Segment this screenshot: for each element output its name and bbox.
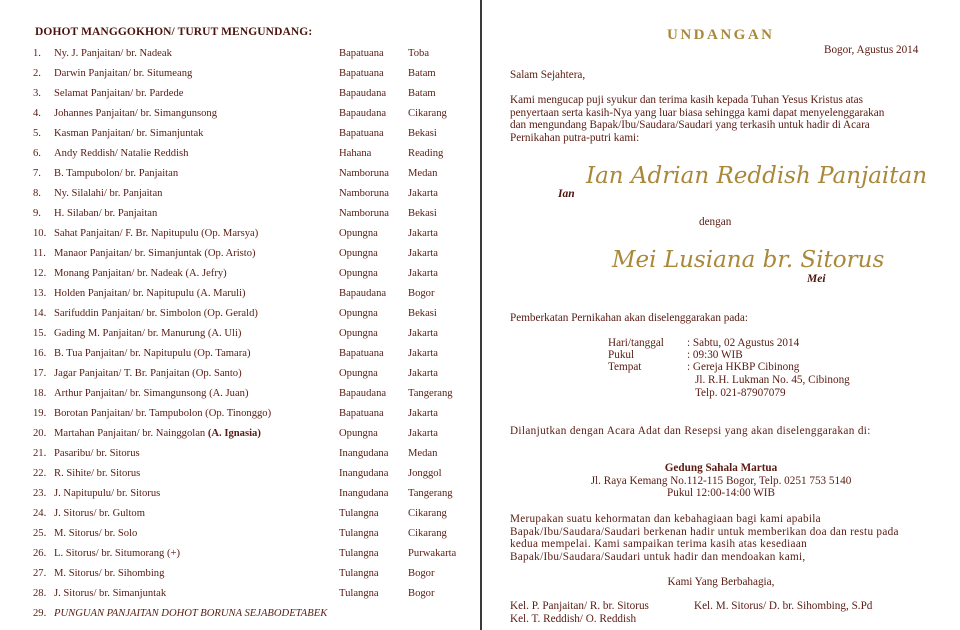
guest-name-bold: (A. Ignasia) xyxy=(207,428,261,439)
guest-name-text: Sarifuddin Panjaitan/ br. Simbolon (Op. Gerald) xyxy=(54,308,258,319)
guest-name xyxy=(54,267,227,281)
guest-row xyxy=(0,87,480,107)
guest-name-text: R. Sihite/ br. Sitorus xyxy=(54,468,141,479)
guest-name-text: M. Sitorus/ br. Solo xyxy=(54,528,138,539)
guest-name xyxy=(54,367,242,381)
guest-row xyxy=(0,207,480,227)
guest-number: 13. xyxy=(33,288,47,299)
closing-line: Merupakan suatu kehormatan dan kebahagiaan bagi kami apabila xyxy=(510,513,821,525)
guest-relation: Tulangna xyxy=(339,528,379,539)
guest-relation: Opungna xyxy=(339,428,378,439)
guest-number: 28. xyxy=(33,588,47,599)
guest-name-text: B. Tua Panjaitan/ br. Napitupulu (Op. Tamara) xyxy=(54,348,251,359)
guest-row xyxy=(0,587,480,607)
guest-relation: Namboruna xyxy=(339,188,390,199)
guest-relation: Tulangna xyxy=(339,568,379,579)
guest-name-text: Johannes Panjaitan/ br. Simangunsong xyxy=(54,108,218,119)
guest-row xyxy=(0,607,480,627)
intro-line: dan mengundang Bapak/Ibu/Saudara/Saudari yang terkasih untuk hadir di Acara xyxy=(510,119,870,132)
guest-name xyxy=(54,247,256,261)
guest-number: 14. xyxy=(33,308,47,319)
guest-row xyxy=(0,187,480,207)
guest-name xyxy=(54,407,271,421)
guest-city: Reading xyxy=(408,148,444,159)
detail-label-time: Pukul xyxy=(608,349,635,361)
closing-paragraph xyxy=(510,513,958,563)
guest-name xyxy=(54,427,261,441)
detail-value-date: : Sabtu, 02 Agustus 2014 xyxy=(687,337,800,349)
guest-row xyxy=(0,167,480,187)
guest-city: Jakarta xyxy=(408,328,438,339)
guest-city: Batam xyxy=(408,68,436,79)
guest-relation: Namboruna xyxy=(339,168,390,179)
guest-city: Jakarta xyxy=(408,428,438,439)
guest-relation: Bapaudana xyxy=(339,88,387,99)
guest-city: Bekasi xyxy=(408,308,437,319)
guest-name xyxy=(54,227,258,241)
guest-name xyxy=(54,547,180,561)
guest-name-text: L. Sitorus/ br. Situmorang (+) xyxy=(54,548,181,559)
greeting: Salam Sejahtera, xyxy=(510,69,586,81)
guest-relation: Hahana xyxy=(339,148,372,159)
guest-relation: Bapatuana xyxy=(339,348,384,359)
guest-number: 26. xyxy=(33,548,47,559)
guest-relation: Namboruna xyxy=(339,208,390,219)
guest-city: Tangerang xyxy=(408,488,453,499)
guest-number: 19. xyxy=(33,408,47,419)
intro-line: Kami mengucap puji syukur dan terima kasih kepada Tuhan Yesus Kristus atas xyxy=(510,94,863,106)
guest-city: Jakarta xyxy=(408,228,438,239)
guest-number: 7. xyxy=(33,168,41,179)
guest-number: 16. xyxy=(33,348,47,359)
guest-row xyxy=(0,67,480,87)
guest-row xyxy=(0,447,480,467)
guest-row xyxy=(0,367,480,387)
church-phone: Telp. 021-87907079 xyxy=(695,387,786,399)
guest-name xyxy=(54,387,249,401)
guest-relation: Opungna xyxy=(339,368,378,379)
guest-relation: Tulangna xyxy=(339,548,379,559)
guest-row xyxy=(0,47,480,67)
guest-relation: Opungna xyxy=(339,308,378,319)
guest-row xyxy=(0,527,480,547)
guest-city: Jakarta xyxy=(408,248,438,259)
guest-relation: Bapaudana xyxy=(339,108,387,119)
guest-name xyxy=(54,447,140,461)
guest-row xyxy=(0,247,480,267)
guest-number: 5. xyxy=(33,128,41,139)
guest-name-text: M. Sitorus/ br. Sihombing xyxy=(54,568,165,579)
guest-name-text: Gading M. Panjaitan/ br. Manurung (A. Uli) xyxy=(54,328,242,339)
guest-relation: Inangudana xyxy=(339,448,389,459)
guest-name-text: Kasman Panjaitan/ br. Simanjuntak xyxy=(54,128,204,139)
guest-city: Bekasi xyxy=(408,128,437,139)
guest-number: 29. xyxy=(33,608,47,619)
guest-number: 24. xyxy=(33,508,47,519)
guest-city: Bekasi xyxy=(408,208,437,219)
guest-name xyxy=(54,87,183,101)
guest-relation: Bapatuana xyxy=(339,128,384,139)
guest-row xyxy=(0,227,480,247)
detail-label-place: Tempat xyxy=(608,361,642,373)
guest-city: Cikarang xyxy=(408,108,447,119)
guest-city: Medan xyxy=(408,448,438,459)
groom-name: Ian Adrian Reddish Panjaitan xyxy=(586,163,928,189)
guest-relation: Inangudana xyxy=(339,468,389,479)
guest-number: 2. xyxy=(33,68,41,79)
venue-name: Gedung Sahala Martua xyxy=(664,462,778,474)
guest-row xyxy=(0,147,480,167)
guest-relation: Opungna xyxy=(339,228,378,239)
guest-name xyxy=(54,307,258,321)
guest-city: Cikarang xyxy=(408,508,447,519)
guest-number: 3. xyxy=(33,88,41,99)
signoff: Kami Yang Berbahagia, xyxy=(667,576,775,588)
intro-paragraph xyxy=(510,94,958,144)
guest-list-title: DOHOT MANGGOKHON/ TURUT MENGUNDANG: xyxy=(35,26,313,38)
church-address: Jl. R.H. Lukman No. 45, Cibinong xyxy=(695,374,850,386)
guest-name xyxy=(54,607,327,621)
guest-name xyxy=(54,167,178,181)
guest-number: 6. xyxy=(33,148,41,159)
guest-city: Bogor xyxy=(408,288,435,299)
guest-city: Purwakarta xyxy=(408,548,457,559)
guest-number: 8. xyxy=(33,188,41,199)
venue-address: Jl. Raya Kemang No.112-115 Bogor, Telp. 0251 753 5140 xyxy=(590,475,852,487)
guest-row xyxy=(0,107,480,127)
guest-name xyxy=(54,67,192,81)
guest-row xyxy=(0,547,480,567)
intro-line: Pernikahan putra-putri kami: xyxy=(510,131,640,144)
guest-city: Medan xyxy=(408,168,438,179)
guest-row xyxy=(0,387,480,407)
guest-city: Bogor xyxy=(408,588,435,599)
guest-relation: Inangudana xyxy=(339,488,389,499)
guest-name-text: Monang Panjaitan/ br. Nadeak (A. Jefry) xyxy=(54,268,227,279)
invitation-page xyxy=(482,0,960,630)
bride-name: Mei Lusiana br. Sitorus xyxy=(612,247,885,273)
guest-city: Jonggol xyxy=(408,468,442,479)
guest-name xyxy=(54,467,140,481)
guest-row xyxy=(0,567,480,587)
detail-value-place: : Gereja HKBP Cibinong xyxy=(687,361,800,373)
guest-number: 23. xyxy=(33,488,47,499)
guest-city: Toba xyxy=(408,48,430,59)
guest-name-text: Ny. Silalahi/ br. Panjaitan xyxy=(54,188,163,199)
guest-name-text: J. Sitorus/ br. Simanjuntak xyxy=(54,588,167,599)
family-groom: Kel. P. Panjaitan/ R. br. Sitorus xyxy=(510,600,649,612)
guest-name xyxy=(54,527,137,541)
guest-row xyxy=(0,327,480,347)
guest-name-text: Martahan Panjaitan/ br. Nainggolan xyxy=(54,428,208,439)
detail-label-date: Hari/tanggal xyxy=(608,337,664,349)
guest-name xyxy=(54,107,217,121)
guest-city: Batam xyxy=(408,88,436,99)
closing-line: Bapak/Ibu/Saudara/Saudari berkenan hadir untuk memberikan doa dan restu pada xyxy=(510,525,899,538)
guest-name xyxy=(54,587,166,601)
guest-row xyxy=(0,267,480,287)
guest-number: 1. xyxy=(33,48,41,59)
guest-name-text: B. Tampubolon/ br. Panjaitan xyxy=(54,168,179,179)
guest-name-text: Andy Reddish/ Natalie Reddish xyxy=(54,148,189,159)
guest-row xyxy=(0,287,480,307)
guest-city: Jakarta xyxy=(408,188,438,199)
guest-name-text: H. Silaban/ br. Panjaitan xyxy=(54,208,158,219)
guest-name xyxy=(54,127,203,141)
connector-text: dengan xyxy=(699,216,732,228)
groom-nickname: Ian xyxy=(558,188,575,200)
family-reddish: Kel. T. Reddish/ O. Reddish xyxy=(510,613,637,625)
guest-name-text: Pasaribu/ br. Sitorus xyxy=(54,448,140,459)
guest-name-text: Sahat Panjaitan/ F. Br. Napitupulu (Op. Marsya) xyxy=(54,228,259,239)
guest-name-text: Ny. J. Panjaitan/ br. Nadeak xyxy=(54,48,172,59)
guest-city: Jakarta xyxy=(408,268,438,279)
guest-name xyxy=(54,147,188,161)
guest-city: Jakarta xyxy=(408,368,438,379)
guest-row xyxy=(0,427,480,447)
guest-name xyxy=(54,567,164,581)
guest-number: 17. xyxy=(33,368,47,379)
guest-number: 21. xyxy=(33,448,47,459)
guest-number: 27. xyxy=(33,568,47,579)
guest-city: Jakarta xyxy=(408,348,438,359)
ceremony-intro: Pemberkatan Pernikahan akan diselenggarakan pada: xyxy=(510,312,748,324)
guest-name-text: Jagar Panjaitan/ T. Br. Panjaitan (Op. Santo) xyxy=(54,368,242,379)
guest-row xyxy=(0,487,480,507)
guest-relation: Opungna xyxy=(339,248,378,259)
guest-number: 18. xyxy=(33,388,47,399)
guest-row xyxy=(0,307,480,327)
guest-name-text: Selamat Panjaitan/ br. Pardede xyxy=(54,88,184,99)
guest-city: Jakarta xyxy=(408,408,438,419)
invitation-heading: UNDANGAN xyxy=(667,27,775,43)
guest-row xyxy=(0,507,480,527)
guest-row xyxy=(0,467,480,487)
guest-name xyxy=(54,287,246,301)
guest-name xyxy=(54,347,251,361)
venue-time: Pukul 12:00-14:00 WIB xyxy=(667,487,775,499)
guest-name-text: Manaor Panjaitan/ br. Simanjuntak (Op. Aristo) xyxy=(54,248,256,259)
guest-name xyxy=(54,327,241,341)
closing-line: Bapak/Ibu/Saudara/Saudari untuk hadir dan mendoakan kami, xyxy=(510,550,806,563)
detail-value-time: : 09:30 WIB xyxy=(687,349,743,361)
family-bride: Kel. M. Sitorus/ D. br. Sihombing, S.Pd xyxy=(694,600,873,612)
intro-line: penyertaan serta kasih-Nya yang luar biasa sehingga kami dapat menyelenggarakan xyxy=(510,106,885,119)
guest-name-text: Darwin Panjaitan/ br. Situmeang xyxy=(54,68,193,79)
guest-name-text: Arthur Panjaitan/ br. Simangunsong (A. Juan) xyxy=(54,388,249,399)
reception-intro: Dilanjutkan dengan Acara Adat dan Resepsi yang akan diselenggarakan di: xyxy=(510,425,871,437)
guest-name xyxy=(54,47,172,61)
guest-relation: Tulangna xyxy=(339,508,379,519)
guest-name-text: J. Napitupulu/ br. Sitorus xyxy=(54,488,161,499)
guest-name xyxy=(54,207,157,221)
guest-name-text: PUNGUAN PANJAITAN DOHOT BORUNA SEJABODETABEK xyxy=(54,608,328,619)
guest-number: 20. xyxy=(33,428,47,439)
guest-number: 4. xyxy=(33,108,41,119)
guest-relation: Bapaudana xyxy=(339,388,387,399)
date-place: Bogor, Agustus 2014 xyxy=(824,44,919,56)
guest-relation: Opungna xyxy=(339,268,378,279)
guest-city: Cikarang xyxy=(408,528,447,539)
guest-relation: Opungna xyxy=(339,328,378,339)
guest-number: 11. xyxy=(33,248,46,259)
guest-name xyxy=(54,507,145,521)
guest-name-text: Holden Panjaitan/ br. Napitupulu (A. Maruli) xyxy=(54,288,246,299)
guest-row xyxy=(0,127,480,147)
guest-city: Bogor xyxy=(408,568,435,579)
guest-number: 25. xyxy=(33,528,47,539)
guest-number: 10. xyxy=(33,228,47,239)
bride-nickname: Mei xyxy=(807,273,826,285)
guest-name xyxy=(54,487,160,501)
guest-name-text: Borotan Panjaitan/ br. Tampubolon (Op. Tinonggo) xyxy=(54,408,272,419)
guest-number: 15. xyxy=(33,328,47,339)
guest-name xyxy=(54,187,162,201)
guest-relation: Tulangna xyxy=(339,588,379,599)
guest-relation: Bapatuana xyxy=(339,408,384,419)
guest-relation: Bapatuana xyxy=(339,68,384,79)
guest-number: 22. xyxy=(33,468,47,479)
guest-row xyxy=(0,347,480,367)
guest-city: Tangerang xyxy=(408,388,453,399)
guest-relation: Bapaudana xyxy=(339,288,387,299)
closing-line: kedua mempelai. Kami sampaikan terima kasih atas kesediaan xyxy=(510,538,807,551)
guest-number: 9. xyxy=(33,208,41,219)
guest-row xyxy=(0,407,480,427)
guest-name-text: J. Sitorus/ br. Gultom xyxy=(54,508,145,519)
guest-relation: Bapatuana xyxy=(339,48,384,59)
guest-number: 12. xyxy=(33,268,47,279)
